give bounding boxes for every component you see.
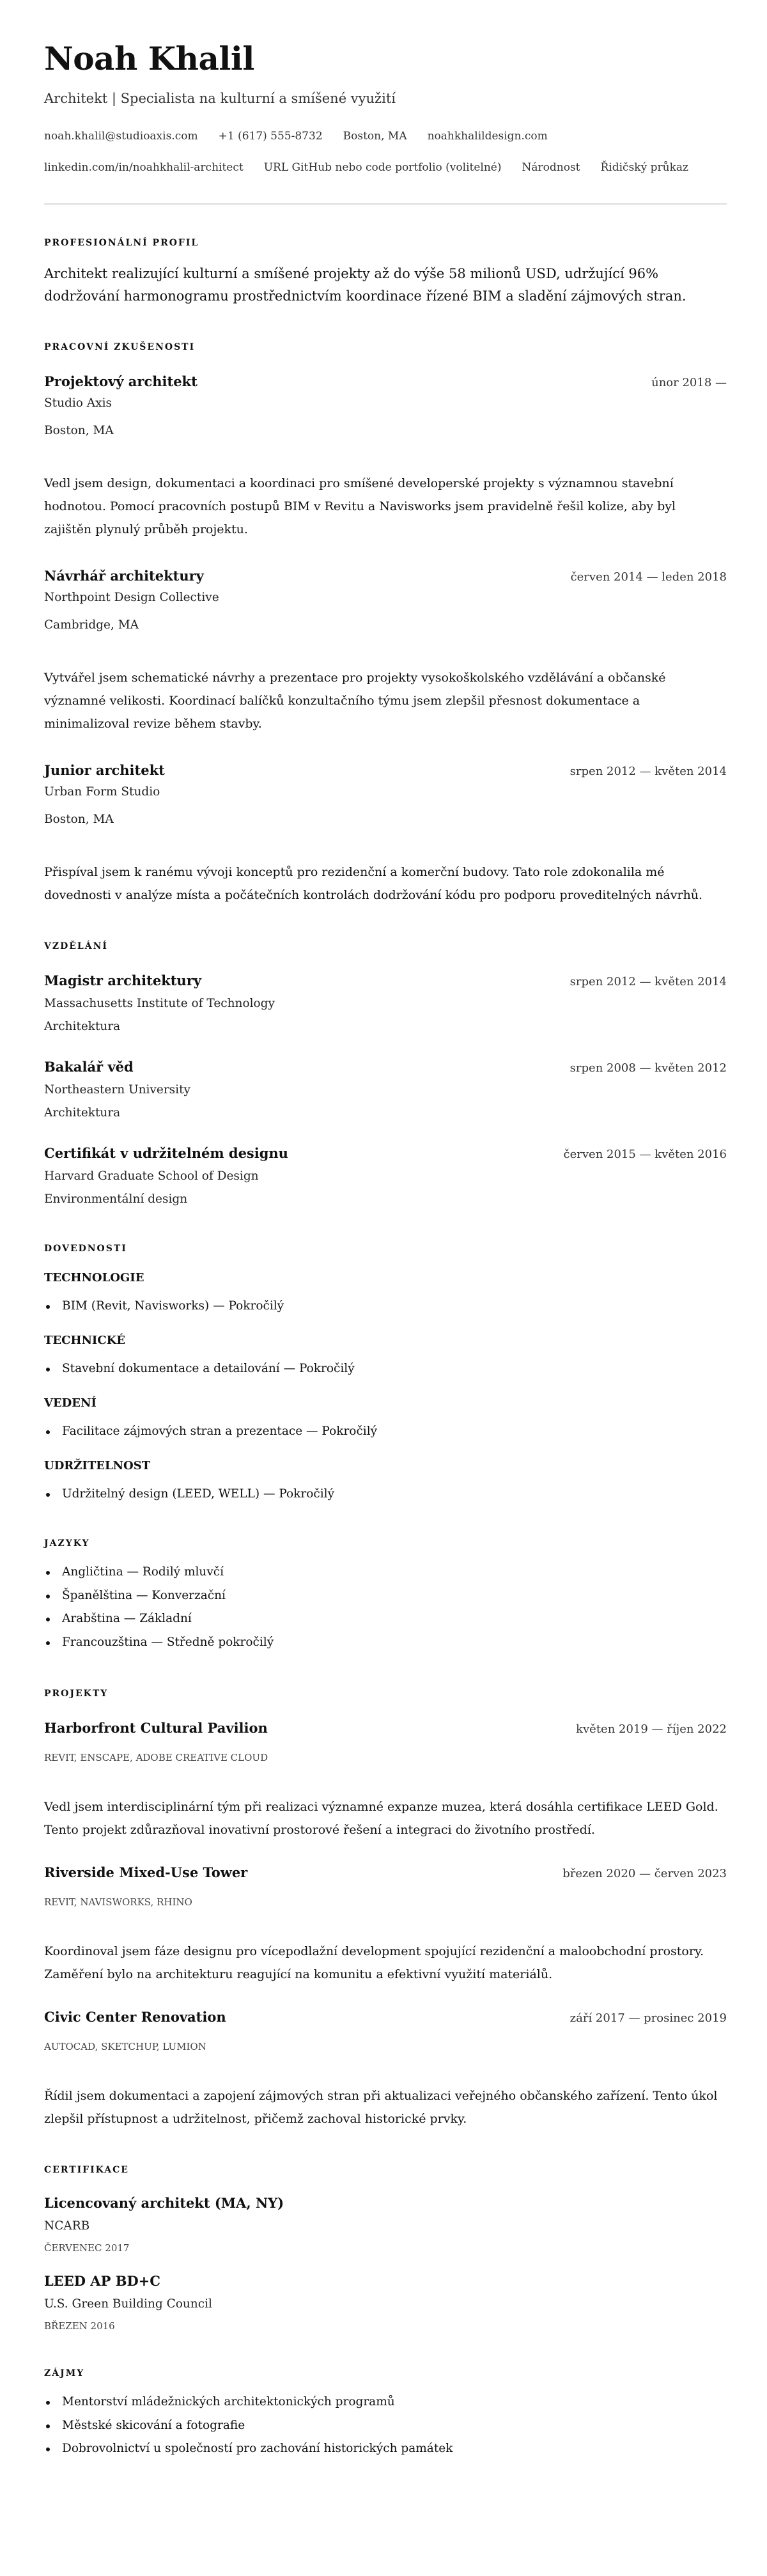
education-section — [44, 940, 727, 1209]
degree-title: Bakalář věd — [44, 1059, 134, 1075]
skill-list — [44, 1422, 727, 1441]
job-title: Návrhář architektury — [44, 568, 204, 584]
interest-item: Městské skicování a fotografie — [44, 2414, 727, 2438]
certification-name: Licencovaný architekt (MA, NY) — [44, 2195, 284, 2211]
project-name: Harborfront Cultural Pavilion — [44, 1720, 268, 1736]
education-dates: srpen 2012 — květen 2014 — [569, 975, 727, 988]
section-heading: DOVEDNOSTI — [44, 1244, 127, 1254]
profile-section — [44, 237, 727, 308]
project-name: Civic Center Renovation — [44, 2009, 226, 2025]
project-dates: květen 2019 — říjen 2022 — [576, 1722, 727, 1736]
language-item: Francouzština — Středně pokročilý — [44, 1631, 727, 1655]
skill-list — [44, 1485, 727, 1504]
skill-item: BIM (Revit, Navisworks) — Pokročilý — [44, 1297, 727, 1316]
contact-driving-license: Řidičský průkaz — [600, 161, 688, 174]
candidate-subtitle: Architekt | Specialista na kulturní a smíšené využití — [44, 91, 396, 106]
education-dates: srpen 2008 — květen 2012 — [569, 1061, 727, 1075]
job-location: Cambridge, MA — [44, 618, 139, 632]
project-tech: REVIT, NAVISWORKS, RHINO — [44, 1896, 192, 1908]
section-heading: VZDĚLÁNÍ — [44, 941, 108, 951]
project-entry — [44, 2008, 727, 2130]
job-description: Vedl jsem design, dokumentaci a koordinaci pro smíšené developerské projekty s významnou stavební hodnotou. Pomocí pracovních postupů BIM v Revitu a Navisworks jsem pravidelně řešil kolize, aby byl zajištěn plynulý průběh projektu. — [44, 476, 676, 536]
project-dates: březen 2020 — červen 2023 — [562, 1867, 727, 1880]
skill-group-heading: UDRŽITELNOST — [44, 1459, 151, 1472]
study-field: Environmentální design — [44, 1192, 188, 1206]
contact-linkedin[interactable]: linkedin.com/in/noahkhalil-architect — [44, 161, 244, 174]
job-entry — [44, 566, 727, 735]
education-entry — [44, 1144, 727, 1209]
project-entry — [44, 1863, 727, 1986]
interest-list — [44, 2391, 727, 2461]
contact-email[interactable]: noah.khalil@studioaxis.com — [44, 130, 198, 143]
job-title: Projektový architekt — [44, 373, 198, 389]
contact-location: Boston, MA — [343, 130, 407, 143]
section-heading: JAZYKY — [44, 1538, 90, 1549]
project-name: Riverside Mixed-Use Tower — [44, 1864, 248, 1880]
section-heading: PROFESIONÁLNÍ PROFIL — [44, 238, 199, 248]
project-tech: REVIT, ENSCAPE, ADOBE CREATIVE CLOUD — [44, 1752, 268, 1763]
study-field: Architektura — [44, 1106, 121, 1120]
school-name: Massachusetts Institute of Technology — [44, 997, 275, 1010]
profile-summary: Architekt realizující kulturní a smíšené projekty až do výše 58 milionů USD, udržující 96% dodržování harmonogramu prostřednictvím koordinace řízené BIM a sladění zájmových stran. — [44, 266, 686, 304]
school-name: Harvard Graduate School of Design — [44, 1169, 259, 1183]
job-title: Junior architekt — [44, 762, 165, 778]
contact-github: URL GitHub nebo code portfolio (volitelné) — [263, 161, 502, 174]
language-list — [44, 1561, 727, 1654]
project-dates: září 2017 — prosinec 2019 — [569, 2011, 727, 2025]
project-description: Řídil jsem dokumentaci a zapojení zájmových stran při aktualizaci veřejného občanského zařízení. Tento úkol zlepšil přístupnost a udržitelnost, přičemž zachoval historické prvky. — [44, 2089, 718, 2126]
job-company: Urban Form Studio — [44, 785, 160, 799]
project-entry — [44, 1719, 727, 1841]
language-item: Španělština — Konverzační — [44, 1584, 727, 1608]
section-heading: PRACOVNÍ ZKUŠENOSTI — [44, 342, 196, 352]
job-company: Studio Axis — [44, 396, 112, 410]
job-location: Boston, MA — [44, 424, 114, 437]
projects-section — [44, 1687, 727, 2130]
contact-website[interactable]: noahkhalildesign.com — [427, 130, 548, 143]
language-item: Arabština — Základní — [44, 1607, 727, 1631]
resume-header — [44, 40, 727, 176]
job-entry — [44, 372, 727, 541]
certification-name: LEED AP BD+C — [44, 2273, 160, 2289]
job-description: Vytvářel jsem schematické návrhy a prezentace pro projekty vysokoškolského vzdělávání a občanské významné velikosti. Koordinací balíčků konzultačního týmu jsem zlepšil přesnost dokumentace a minimalizoval revize během stavby. — [44, 671, 666, 731]
section-heading: PROJEKTY — [44, 1689, 109, 1699]
certification-date: ČERVENEC 2017 — [44, 2242, 130, 2254]
education-entry — [44, 971, 727, 1036]
project-description: Koordinoval jsem fáze designu pro vícepodlažní development spojující rezidenční a maloobchodní prostory. Zaměření bylo na architekturu reagující na komunitu a efektivní využití materiálů. — [44, 1944, 704, 1981]
project-tech: AUTOCAD, SKETCHUP, LUMION — [44, 2041, 206, 2052]
degree-title: Certifikát v udržitelném designu — [44, 1145, 288, 1161]
job-entry — [44, 761, 727, 907]
education-dates: červen 2015 — květen 2016 — [563, 1148, 727, 1161]
job-company: Northpoint Design Collective — [44, 591, 219, 604]
header-divider — [44, 203, 727, 205]
job-description: Přispíval jsem k ranému vývoji konceptů pro rezidenční a komerční budovy. Tato role zdokonalila mé dovednosti v analýze místa a počátečních kontrolách dodržování kódu pro podporu proveditelných návrhů. — [44, 865, 703, 902]
interest-item: Mentorství mládežnických architektonických programů — [44, 2391, 727, 2414]
skill-list — [44, 1297, 727, 1316]
interests-section — [44, 2367, 727, 2461]
certification-entry — [44, 2272, 727, 2334]
skills-section — [44, 1242, 727, 1504]
skill-group-heading: TECHNOLOGIE — [44, 1271, 144, 1284]
job-dates: únor 2018 — — [651, 376, 727, 389]
skill-item: Stavební dokumentace a detailování — Pokročilý — [44, 1359, 727, 1378]
languages-section — [44, 1537, 727, 1654]
interest-item: Dobrovolnictví u společností pro zachování historických památek — [44, 2437, 727, 2461]
skill-group-heading: TECHNICKÉ — [44, 1334, 126, 1347]
certification-entry — [44, 2194, 727, 2256]
education-entry — [44, 1058, 727, 1123]
experience-section — [44, 341, 727, 907]
degree-title: Magistr architektury — [44, 972, 201, 988]
skill-item: Udržitelný design (LEED, WELL) — Pokročilý — [44, 1485, 727, 1504]
contact-list — [44, 127, 727, 176]
skill-item: Facilitace zájmových stran a prezentace — Pokročilý — [44, 1422, 727, 1441]
contact-phone[interactable]: +1 (617) 555-8732 — [218, 130, 323, 143]
certification-issuer: U.S. Green Building Council — [44, 2297, 212, 2311]
job-dates: červen 2014 — leden 2018 — [570, 570, 727, 584]
candidate-name: Noah Khalil — [44, 40, 254, 77]
job-dates: srpen 2012 — květen 2014 — [569, 765, 727, 778]
project-description: Vedl jsem interdisciplinární tým při realizaci významné expanze muzea, která dosáhla certifikace LEED Gold. Tento projekt zdůrazňoval inovativní prostorové řešení a integraci do životního prostředí. — [44, 1800, 718, 1837]
skill-list — [44, 1359, 727, 1378]
job-location: Boston, MA — [44, 813, 114, 826]
skill-group-heading: VEDENÍ — [44, 1396, 97, 1410]
language-item: Angličtina — Rodilý mluvčí — [44, 1561, 727, 1584]
school-name: Northeastern University — [44, 1083, 190, 1097]
certification-date: BŘEZEN 2016 — [44, 2320, 115, 2332]
contact-nationality: Národnost — [522, 161, 580, 174]
section-heading: CERTIFIKACE — [44, 2165, 129, 2175]
certification-issuer: NCARB — [44, 2219, 90, 2233]
section-heading: ZÁJMY — [44, 2368, 85, 2378]
study-field: Architektura — [44, 1020, 121, 1033]
certifications-section — [44, 2164, 727, 2334]
